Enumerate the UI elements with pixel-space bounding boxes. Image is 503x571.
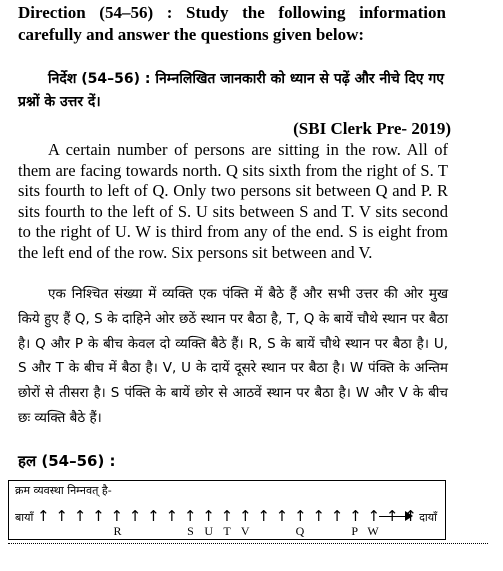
seat-label: U — [204, 524, 214, 538]
arrangement-box — [8, 480, 446, 540]
seat-arrow-icon: ↑ — [275, 507, 289, 525]
seat-label — [74, 524, 89, 538]
seat-label — [384, 524, 399, 538]
seat-arrow-icon: ↑ — [147, 507, 160, 525]
right-end-label: दायाँ — [419, 511, 437, 524]
solution-heading: हल (54–56) : — [18, 452, 116, 470]
exam-source: (SBI Clerk Pre- 2019) — [293, 119, 451, 138]
direction-hindi — [18, 68, 448, 114]
seat-label — [147, 524, 162, 538]
seat-label — [37, 524, 52, 538]
seat-label — [311, 524, 326, 538]
seat-label — [55, 524, 70, 538]
seat-arrow-icon: ↑ — [349, 507, 362, 525]
seat-arrows — [37, 506, 417, 526]
seat-label — [274, 524, 289, 538]
seat-label — [329, 524, 344, 538]
direction-hindi-text: निर्देश (54–56) : निम्नलिखित जानकारी को ध्यान से पढ़ें और नीचे दिए गए प्रश्नों के उत्तर दें। — [18, 71, 444, 110]
right-arrow-icon — [405, 511, 413, 521]
seat-label — [256, 524, 271, 538]
seat-label: S — [187, 524, 194, 538]
seat-arrow-icon: ↑ — [220, 507, 234, 525]
seat-label: Q — [295, 524, 305, 538]
seat-arrow-icon: ↑ — [110, 507, 124, 525]
seat-arrow-icon: ↑ — [165, 507, 179, 525]
seat-arrow-icon: ↑ — [330, 507, 344, 525]
seat-arrow-icon: ↑ — [294, 507, 307, 525]
seat-label — [128, 524, 143, 538]
seat-label: R — [113, 524, 122, 538]
arrangement-title: क्रम व्यवस्था निम्नवत् है- — [15, 484, 112, 497]
seat-label: P — [351, 524, 359, 538]
seat-arrow-icon: ↑ — [73, 507, 87, 525]
seat-arrow-icon: ↑ — [37, 507, 50, 525]
dotted-divider — [8, 543, 488, 544]
seat-arrow-icon: ↑ — [202, 507, 215, 525]
seat-arrow-icon: ↑ — [257, 507, 270, 525]
seat-arrow-icon: ↑ — [404, 507, 417, 525]
seat-label — [165, 524, 180, 538]
seat-label — [402, 524, 417, 538]
seat-labels — [37, 524, 417, 538]
seat-label: T — [223, 524, 231, 538]
direction-english: Direction (54–56) : Study the following information carefully and answer the questions given below: — [18, 3, 446, 44]
seat-arrow-icon: ↑ — [92, 507, 105, 525]
seat-arrow-icon: ↑ — [183, 507, 197, 525]
seat-arrow-icon: ↑ — [385, 507, 399, 525]
paragraph-hindi: एक निश्चित संख्या में व्यक्ति एक पंक्ति में बैठे हैं और सभी उत्तर की ओर मुख किये हुए हैं Q, S के दाहिने ओर छठें स्थान पर बैठा है, T, Q के बायें चौथे स्थान पर बैठा है। Q और P के बीच केवल दो व्यक्ति बैठे हैं। R, S के बायें चौथे स्थान पर बैठा है। U, S और T के बीच में बैठा है। V, U के दायें दूसरे स्थान पर बैठा है। W पंक्ति के अन्तिम छोरों से तीसरा है। S पंक्ति के बायें छोर से आठवें स्थान पर बैठा है। W और V के बीच छः व्यक्ति बैठे हैं। — [18, 286, 448, 426]
seat-arrow-icon: ↑ — [238, 507, 252, 525]
seat-arrow-icon: ↑ — [128, 507, 142, 525]
seat-label — [92, 524, 107, 538]
seat-arrow-icon: ↑ — [367, 507, 381, 525]
paragraph-english: A certain number of persons are sitting in the row. All of them are facing towards north. Q sits sixth from the right of S. T sits fourth to left of Q. Only two persons sit between Q and P. R sits fourth to the left of S. U sits between S and T. V sits second to the right of U. W is third from any of the end. S is eight from the left end of the row. Six persons sit between and V. — [18, 140, 448, 262]
seat-label: V — [240, 524, 250, 538]
left-end-label: बायाँ — [15, 511, 34, 524]
seat-label: W — [367, 524, 379, 538]
seat-arrow-icon: ↑ — [312, 507, 325, 525]
seat-arrow-icon: ↑ — [55, 507, 68, 525]
